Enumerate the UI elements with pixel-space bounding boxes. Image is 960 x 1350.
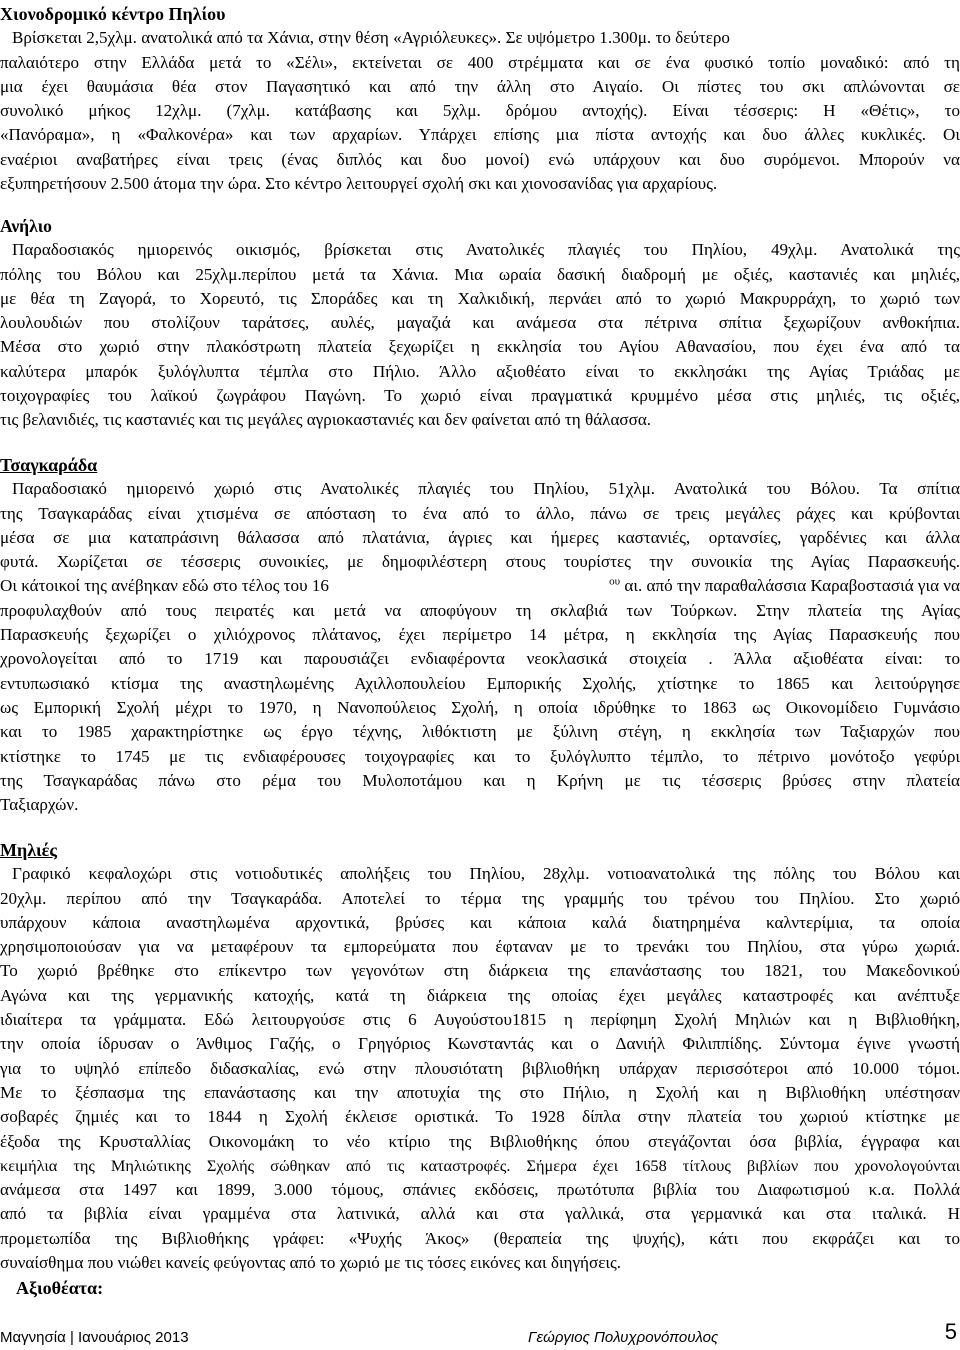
section-title: Τσαγκαράδα bbox=[0, 455, 98, 475]
text-line: χρονολογείται από το 1719 και παρουσιάζει ενδιαφέροντα νεοκλασικά στοιχεία . Άλλα αξιοθέατα είναι: το bbox=[0, 649, 960, 669]
section-title: Χιονοδρομικό κέντρο Πηλίου bbox=[0, 4, 226, 24]
text-line: μέσα σε μια καταπράσινη θάλασσα από πλατάνια, άγριες και ήμερες καστανιές, ορτανσίες, γαρδένιες και άλλα bbox=[0, 527, 960, 547]
text-line: πόλης του Βόλου και 25χλμ.περίπου μετά τα Χάνια. Μια ωραία δασική διαδρομή με οξιές, καστανιές και μηλιές, bbox=[0, 264, 960, 284]
page-footer bbox=[0, 1319, 960, 1346]
text-line: 20χλμ. περίπου από την Τσαγκαράδα. Αποτελεί το τέρμα της γραμμής του τρένου του Πηλίου. Στο χωριό bbox=[0, 888, 960, 908]
text-line: μια έχει θαυμάσια θέα στον Παγασητικό και από την άλλη στο Αιγαίο. Οι πίστες του σκι απλώνονται σε bbox=[0, 76, 960, 96]
text-line: εξυπηρετήσουν 2.500 άτομα την ώρα. Στο κέντρο λειτουργεί σχολή σκι και χιονοσανίδας για αρχαρίους. bbox=[0, 174, 718, 194]
text-line: χρησιμοποιούσαν για να μεταφέρουν τα εμπορεύματα που έφταναν με το τρενάκι του Πηλίου, στα γύρω χωριά. bbox=[0, 937, 960, 957]
text-line: σοβαρές ζημιές και το 1844 η Σχολή έκλεισε οριστικά. Το 1928 δίπλα στην πλατεία του χωριού κτίστηκε με bbox=[0, 1107, 960, 1127]
text-line: Με το ξέσπασμα της επανάστασης και την αποτυχία της στο Πήλιο, η Σχολή και η Βιβλιοθήκη υπέστησαν bbox=[0, 1082, 960, 1102]
text-line: συναίσθημα που νιώθει κανείς φεύγοντας από το χωριό με τις τόσες εικόνες και διηγήσεις. bbox=[0, 1253, 622, 1273]
text-line: ιδιαίτερα τα γράμματα. Εδώ λειτουργούσε στις 6 Αυγούστου1815 η περίφημη Σχολή Μηλιών και η Βιβλιοθήκη, bbox=[0, 1010, 960, 1030]
text-fragment: αι. από την παραθαλάσσια Καραβοστασιά για να bbox=[624, 576, 960, 596]
page-number: 5 bbox=[944, 1319, 957, 1344]
text-line: κτίστηκε το 1745 με τις ενδιαφέρουσες τοιχογραφίες και το ξυλόγλυπτο τέμπλο, το πέτρινο μονότοξο γεφύρι bbox=[0, 746, 960, 766]
text-line: την οποία ίδρυσαν ο Άνθιμος Γαζής, ο Γρηγόριος Κωνσταντάς και ο Δανιήλ Φιλιππίδης. Σύντομα έγινε γνωστή bbox=[0, 1034, 960, 1054]
text-line: φυτά. Χωρίζεται σε τέσσερις συνοικίες, με δημοφιλέστερη στους τουρίστες την συνοικία της Αγίας Παρασκευής. bbox=[0, 552, 960, 572]
text-line: εντυπωσιακό κτίσμα της αναστηλωμένης Αχιλλοπουλείου Εμπορικής Σχολής, χτίστηκε το 1865 και λειτούργησε bbox=[0, 673, 960, 693]
text-line: λουλουδιών που στολίζουν ταράτσες, αυλές, μαγαζιά και ανάμεσα στα πέτρινα σπίτια ξεχωρίζουν ανθοκήπια. bbox=[0, 313, 960, 333]
section-anilio bbox=[0, 214, 960, 433]
text-line: και το 1985 χαρακτηρίστηκε ως έργο τέχνης, λιθόκτιστη με ξύλινη στέγη, η εκκλησία των Ταξιαρχών που bbox=[0, 722, 960, 742]
text-line: Το χωριό βρέθηκε στο επίκεντρο των γεγονότων στη διάρκεια της επανάστασης του 1821, του Μακεδονικού bbox=[0, 961, 960, 981]
section-tsagarada bbox=[0, 453, 960, 817]
superscript: ου bbox=[609, 575, 621, 588]
text-line: Αγώνα και της γερμανικής κατοχής, κατά τη διάρκεια της οποίας έχει μεγάλες καταστροφές και ανέπτυξε bbox=[0, 985, 960, 1005]
text-line: προμετωπίδα της Βιβλιοθήκης γράφει: «Ψυχής Άκος» (θεραπεία της ψυχής), κάτι που εκφράζει και το bbox=[0, 1228, 960, 1248]
text-line: της Τσαγκαράδας είναι χτισμένα σε απόσταση το ένα από το άλλο, πάνω σε τρεις μεγάλες ράχες και κρύβονται bbox=[0, 503, 960, 523]
text-line: Μέσα στο χωριό στην πλακόστρωτη πλατεία ξεχωρίζει η εκκλησία του Αγίου Αθανασίου, που έχει ένα από τα bbox=[0, 337, 960, 357]
text-line: Γραφικό κεφαλοχώρι στις νοτιοδυτικές απολήξεις του Πηλίου, 28χλμ. νοτιοανατολικά της πόλης του Βόλου και bbox=[12, 864, 960, 884]
text-line: ανάμεσα στα 1497 και 1899, 3.000 τόμους, σπάνιες εκδόσεις, πρωτότυπα βιβλία του Διαφωτισμού κ.α. Πολλά bbox=[0, 1180, 960, 1200]
sights-heading: Αξιοθέατα: bbox=[16, 1278, 104, 1299]
text-line: καλύτερα μπαρόκ ξυλόγλυπτα τέμπλα στο Πήλιο. Άλλο αξιοθέατο είναι το εκκλησάκι της Αγίας Τριάδας με bbox=[0, 361, 960, 381]
text-line: ως Εμπορική Σχολή μέχρι το 1970, η Νανοπούλειος Σχολή, η οποία ιδρύθηκε το 1863 ως Οικονομίδειο Γυμνάσιο bbox=[0, 697, 960, 717]
footer-author: Γεώργιος Πολυχρονόπουλος bbox=[528, 1329, 719, 1346]
section-pelion-ski bbox=[0, 2, 960, 196]
text-line: κειμήλια της Μηλιώτικης Σχολής σώθηκαν από τις καταστροφές. Σήμερα έχει 1658 τίτλους βιβλίων που χρονολογούνται bbox=[0, 1155, 960, 1175]
text-line: Παραδοσιακό ημιορεινό χωριό στις Ανατολικές πλαγιές του Πηλίου, 51χλμ. Ανατολικά του Βόλου. Τα σπίτια bbox=[12, 479, 960, 499]
text-line: τοιχογραφίες του λαϊκού ζωγράφου Παγώνη. Το χωριό είναι πραγματικά κρυμμένο μέσα στις μηλιές, τις οξιές, bbox=[0, 386, 960, 406]
section-title: Μηλιές bbox=[0, 840, 57, 860]
text-line: Παρασκευής ξεχωρίζει ο χιλιόχρονος πλάτανος, έχει περίμετρο 14 μέτρα, η εκκλησία της Αγίας Παρασκευής που bbox=[0, 625, 960, 645]
text-line: υπάρχουν κάποια αναστηλωμένα αρχοντικά, βρύσες και κάποια καλά διατηρημένα καλντερίμια, τα οποία bbox=[0, 912, 960, 932]
text-line: για το υψηλό επίπεδο διδασκαλίας, ενώ στην πλουσιότατη βιβλιοθήκη υπάρχαν περισσότεροι από 10.000 τόμοι. bbox=[0, 1058, 960, 1078]
text-line: της Τσαγκαράδας πάνω στο ρέμα του Μυλοποτάμου και η Κρήνη με τις τέσσερις βρύσες στην πλατεία bbox=[0, 770, 960, 790]
text-line bbox=[0, 574, 960, 598]
text-line: παλαιότερο στην Ελλάδα μετά το «Σέλι», εκτείνεται σε 400 στρέμματα και σε ένα φυσικό τοπίο μοναδικό: από τη bbox=[0, 52, 960, 72]
text-line: Ταξιαρχών. bbox=[0, 795, 79, 815]
section-milies bbox=[0, 838, 960, 1301]
text-line: εναέριοι αναβατήρες είναι τρεις (ένας διπλός και δυο μονοί) ενώ υπάρχουν και δυο συρόμενοι. Μπορούν να bbox=[0, 149, 960, 169]
text-line: τις βελανιδιές, τις καστανιές και τις μεγάλες αγριοκαστανιές και δεν φαίνεται από τη θάλασσα. bbox=[0, 410, 652, 430]
footer-publication: Μαγνησία | Ιανουάριος 2013 bbox=[0, 1329, 189, 1346]
text-line: Βρίσκεται 2,5χλμ. ανατολικά από τα Χάνια, στην θέση «Αγριόλευκες». Σε υψόμετρο 1.300μ. το δεύτερο bbox=[12, 28, 730, 48]
text-line: προφυλαχθούν από τους πειρατές και μετά να αποφύγουν τη σκλαβιά των Τούρκων. Στην πλατεία της Αγίας bbox=[0, 600, 960, 620]
text-line: έξοδα της Κρυσταλλίας Οικονομάκη το νέο κτίριο της Βιβλιοθήκης όπου στεγάζονται όσα βιβλία, έγγραφα και bbox=[0, 1131, 960, 1151]
text-line: από τα βιβλία είναι γραμμένα στα λατινικά, αλλά και στα γαλλικά, στα γερμανικά και στα ιταλικά. Η bbox=[0, 1204, 960, 1224]
text-line: «Πανόραμα», η «Φαλκονέρα» και των αρχαρίων. Υπάρχει επίσης μια πίστα αντοχής και δυο άλλες κυκλικές. Οι bbox=[0, 125, 960, 145]
text-line: Παραδοσιακός ημιορεινός οικισμός, βρίσκεται στις Ανατολικές πλαγιές του Πηλίου, 49χλμ. Ανατολικά της bbox=[12, 240, 960, 260]
text-line: με θέα τη Ζαγορά, το Χορευτό, τις Σποράδες και τη Χαλκιδική, περνάει από το χωριό Μακρυρράχη, το χωριό των bbox=[0, 288, 960, 308]
text-line: συνολικό μήκος 12χλμ. (7χλμ. κατάβασης και 5χλμ. δρόμου αντοχής). Είναι τέσσερις: Η «Θέτις», το bbox=[0, 101, 960, 121]
text-fragment: Οι κάτοικοί της ανέβηκαν εδώ στο τέλος του 16 bbox=[0, 576, 329, 596]
section-title: Ανήλιο bbox=[0, 216, 52, 236]
